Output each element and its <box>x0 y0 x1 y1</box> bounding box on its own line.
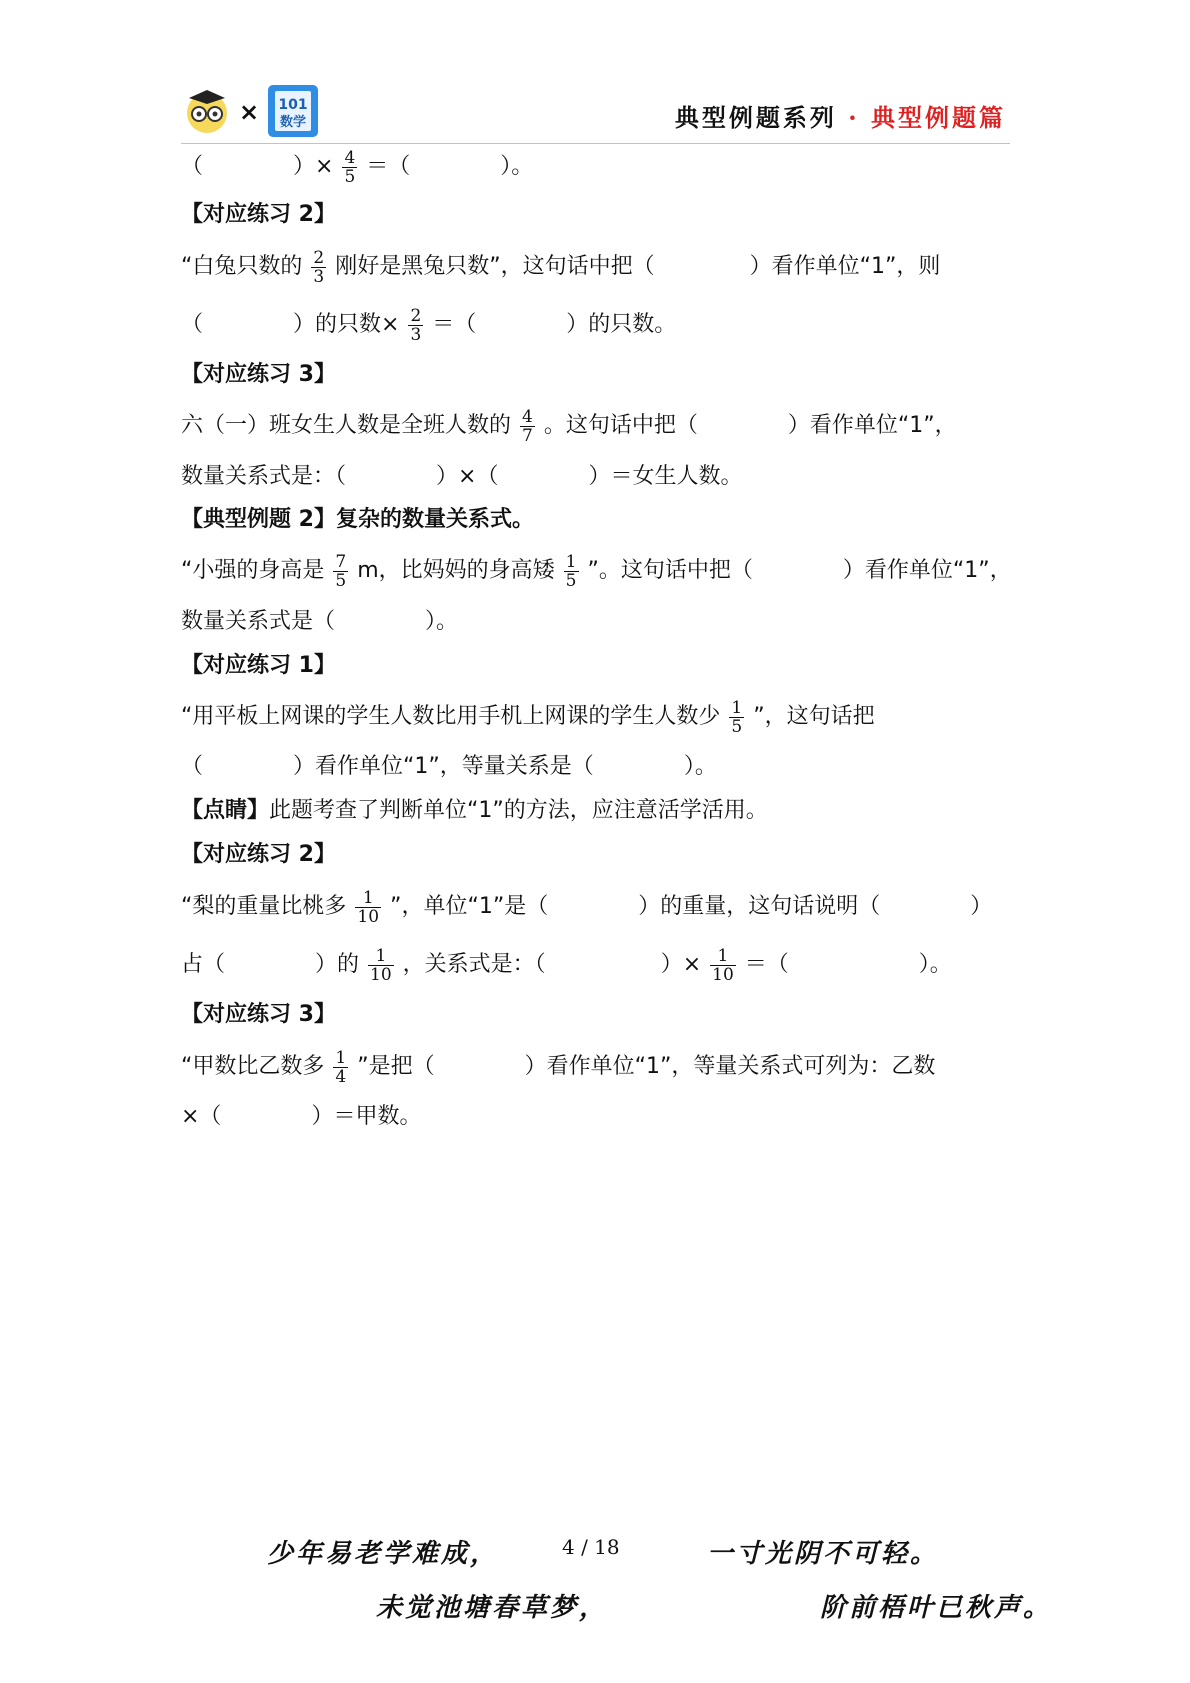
section-heading: 【对应练习 1】 <box>181 653 336 678</box>
tip-text: 此题考查了判断单位“1”的方法，应注意活学活用。 <box>269 798 768 823</box>
text-line: ×（ ）＝甲数。 <box>181 1104 422 1129</box>
tip-label: 【点睛】 <box>181 798 270 823</box>
section-heading: 【对应练习 2】 <box>181 202 336 227</box>
page-footer <box>0 1525 1190 1665</box>
series-dot: · <box>848 103 860 132</box>
text-line: 占（ ）的 $\frac{1}{10}$ ，关系式是：（ ）× $\frac{1}{10}$ ＝（ ）。 <box>181 945 952 985</box>
series-title <box>675 98 1006 133</box>
text-line: （ ）× $\frac{4}{5}$ ＝（ ）。 <box>181 147 534 187</box>
fraction: $\frac{1}{10}$ <box>712 945 734 985</box>
text-line: （ ）看作单位“1”，等量关系是（ ）。 <box>181 754 717 779</box>
text-line: “白兔只数的 $\frac{2}{3}$ 刚好是黑兔只数”，这句话中把（ ）看作单位“1”，则 <box>181 247 941 287</box>
poem-line-1: 少年易老学难成， <box>267 1539 500 1569</box>
page-header <box>181 80 1010 144</box>
poem-line-2: 一寸光阴不可轻。 <box>707 1539 940 1569</box>
fraction: $\frac{7}{5}$ <box>335 551 347 591</box>
example-heading: 【典型例题 2】复杂的数量关系式。 <box>181 507 534 532</box>
section-heading: 【对应练习 3】 <box>181 362 336 387</box>
text-line: 六（一）班女生人数是全班人数的 $\frac{4}{7}$ 。这句话中把（ ）看作单位“1”， <box>181 406 957 446</box>
fraction: $\frac{2}{3}$ <box>313 247 325 287</box>
text-line: “梨的重量比桃多 $\frac{1}{10}$ ”，单位“1”是（ ）的重量，这句话说明（ ） <box>181 887 993 927</box>
math-book-logo-icon <box>265 82 321 140</box>
logo-book-line2: 数学 <box>279 115 307 130</box>
page-number: 4 / 18 <box>562 1535 620 1559</box>
header-divider <box>181 143 1010 144</box>
logo-separator: × <box>239 98 260 126</box>
text-line: “甲数比乙数多 $\frac{1}{4}$ ”是把（ ）看作单位“1”，等量关系式可列为：乙数 <box>181 1047 936 1087</box>
text-line: “小强的身高是 $\frac{7}{5}$ m，比妈妈的身高矮 $\frac{1}{5}$ ”。这句话中把（ ）看作单位“1”， <box>181 551 1012 591</box>
text-line: （ ）的只数× $\frac{2}{3}$ ＝（ ）的只数。 <box>181 305 677 345</box>
series-left: 典型例题系列 <box>674 103 837 132</box>
poem-line-3: 未觉池塘春草梦， <box>376 1593 609 1623</box>
fraction: $\frac{1}{5}$ <box>731 697 743 737</box>
fraction: $\frac{1}{4}$ <box>335 1047 347 1087</box>
text-line: 数量关系式是：（ ）×（ ）＝女生人数。 <box>181 464 743 489</box>
section-heading: 【对应练习 2】 <box>181 842 336 867</box>
fraction: $\frac{1}{10}$ <box>357 887 380 927</box>
text-line: 数量关系式是（ ）。 <box>181 609 459 634</box>
text-line: “用平板上网课的学生人数比用手机上网课的学生人数少 $\frac{1}{5}$ ”，这句话把 <box>181 697 875 737</box>
tip-line <box>181 791 768 831</box>
fraction: $\frac{1}{10}$ <box>370 945 392 985</box>
fraction: $\frac{4}{7}$ <box>522 406 533 446</box>
poem-line-4: 阶前梧叶已秋声。 <box>820 1593 1053 1623</box>
logo-book-line1: 101 <box>278 97 308 113</box>
fraction: $\frac{1}{5}$ <box>565 551 577 591</box>
fraction: $\frac{2}{3}$ <box>410 305 422 345</box>
owl-mascot-icon <box>183 86 231 134</box>
series-right: 典型例题篇 <box>871 103 1006 132</box>
section-heading: 【对应练习 3】 <box>181 1002 336 1027</box>
fraction: $\frac{4}{5}$ <box>344 147 356 187</box>
